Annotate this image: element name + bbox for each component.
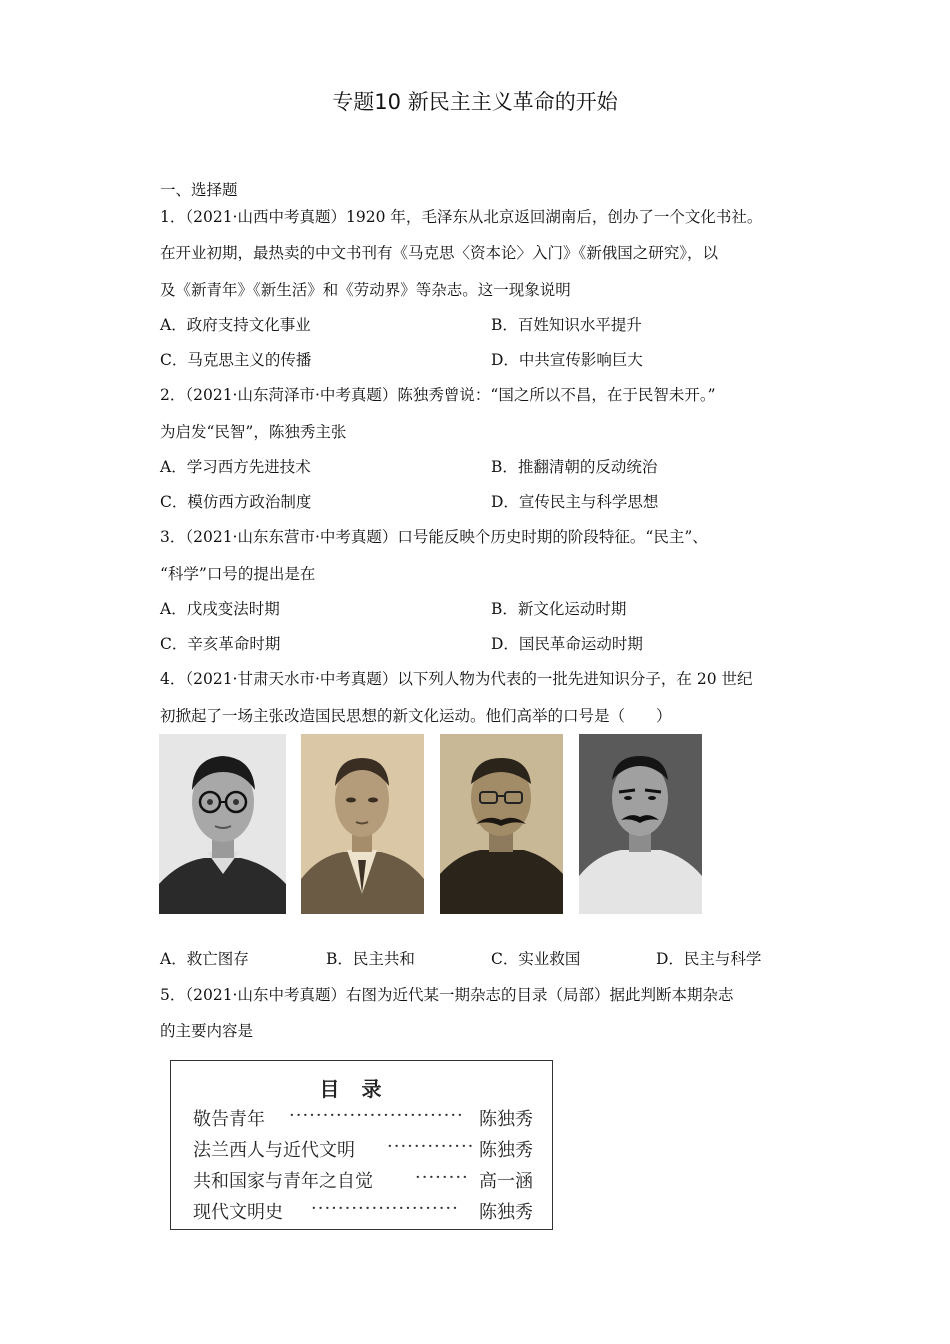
contents-row-dots: ·························· xyxy=(289,1105,464,1126)
question-3-line-1: 3．（2021·山东东营市·中考真题）口号能反映个历史时期的阶段特征。“民主”、 xyxy=(160,528,708,546)
question-2-option-b[interactable]: B．推翻清朝的反动统治 xyxy=(491,458,658,476)
contents-row-author: 陈独秀 xyxy=(479,1140,533,1161)
portrait-photo-3 xyxy=(440,734,563,914)
question-2-line-1: 2．（2021·山东菏泽市·中考真题）陈独秀曾说：“国之所以不昌，在于民智未开。” xyxy=(160,386,716,404)
question-2-line-2: 为启发“民智”，陈独秀主张 xyxy=(160,423,347,441)
question-3-line-2: “科学”口号的提出是在 xyxy=(160,565,316,583)
contents-row-title: 共和国家与青年之自觉 xyxy=(193,1171,373,1192)
question-1-option-c[interactable]: C．马克思主义的传播 xyxy=(160,351,312,369)
contents-row-title: 敬告青年 xyxy=(193,1109,265,1130)
question-2-option-c[interactable]: C．模仿西方政治制度 xyxy=(160,493,312,511)
question-3-option-d[interactable]: D．国民革命运动时期 xyxy=(491,635,643,653)
portrait-photo-1 xyxy=(159,734,286,914)
portrait-photo-2 xyxy=(301,734,424,914)
page-title: 专题10 新民主主义革命的开始 xyxy=(332,90,618,114)
question-1-option-a[interactable]: A．政府支持文化事业 xyxy=(160,316,311,334)
contents-row-title: 法兰西人与近代文明 xyxy=(193,1140,355,1161)
question-4-option-a[interactable]: A．救亡图存 xyxy=(160,950,249,968)
question-3-option-a[interactable]: A．戊戌变法时期 xyxy=(160,600,280,618)
contents-row-author: 高一涵 xyxy=(479,1171,533,1192)
magazine-contents-figure xyxy=(170,1060,553,1230)
section-heading: 一、选择题 xyxy=(160,181,238,199)
question-3-option-c[interactable]: C．辛亥革命时期 xyxy=(160,635,281,653)
question-5-line-2: 的主要内容是 xyxy=(160,1022,254,1040)
portrait-photo-4 xyxy=(579,734,702,914)
question-5-line-1: 5．（2021·山东中考真题）右图为近代某一期杂志的目录（局部）据此判断本期杂志 xyxy=(160,986,734,1004)
question-2-option-d[interactable]: D．宣传民主与科学思想 xyxy=(491,493,659,511)
question-2-option-a[interactable]: A．学习西方先进技术 xyxy=(160,458,311,476)
contents-row-author: 陈独秀 xyxy=(479,1109,533,1130)
question-1-option-d[interactable]: D．中共宣传影响巨大 xyxy=(491,351,643,369)
contents-heading: 目录 xyxy=(319,1077,404,1101)
question-4-option-d[interactable]: D．民主与科学 xyxy=(656,950,762,968)
contents-row-title: 现代文明史 xyxy=(193,1202,283,1223)
question-1-option-b[interactable]: B．百姓知识水平提升 xyxy=(491,316,642,334)
contents-row-dots: ············· xyxy=(387,1136,475,1157)
question-1-line-2: 在开业初期，最热卖的中文书刊有《马克思〈资本论〉入门》《新俄国之研究》，以 xyxy=(160,244,719,262)
question-1-line-1: 1．（2021·山西中考真题）1920 年，毛泽东从北京返回湖南后，创办了一个文化书社。 xyxy=(160,208,763,226)
contents-row-dots: ······················ xyxy=(311,1198,459,1219)
question-3-option-b[interactable]: B．新文化运动时期 xyxy=(491,600,627,618)
contents-row-author: 陈独秀 xyxy=(479,1202,533,1223)
question-4-line-1: 4．（2021·甘肃天水市·中考真题）以下列人物为代表的一批先进知识分子，在 20 世纪 xyxy=(160,670,753,688)
question-4-option-c[interactable]: C．实业救国 xyxy=(491,950,581,968)
question-1-line-3: 及《新青年》《新生活》和《劳动界》等杂志。这一现象说明 xyxy=(160,281,571,299)
question-4-line-2: 初掀起了一场主张改造国民思想的新文化运动。他们高举的口号是（ ） xyxy=(160,707,672,725)
contents-row-dots: ········ xyxy=(415,1167,469,1188)
question-4-option-b[interactable]: B．民主共和 xyxy=(326,950,415,968)
